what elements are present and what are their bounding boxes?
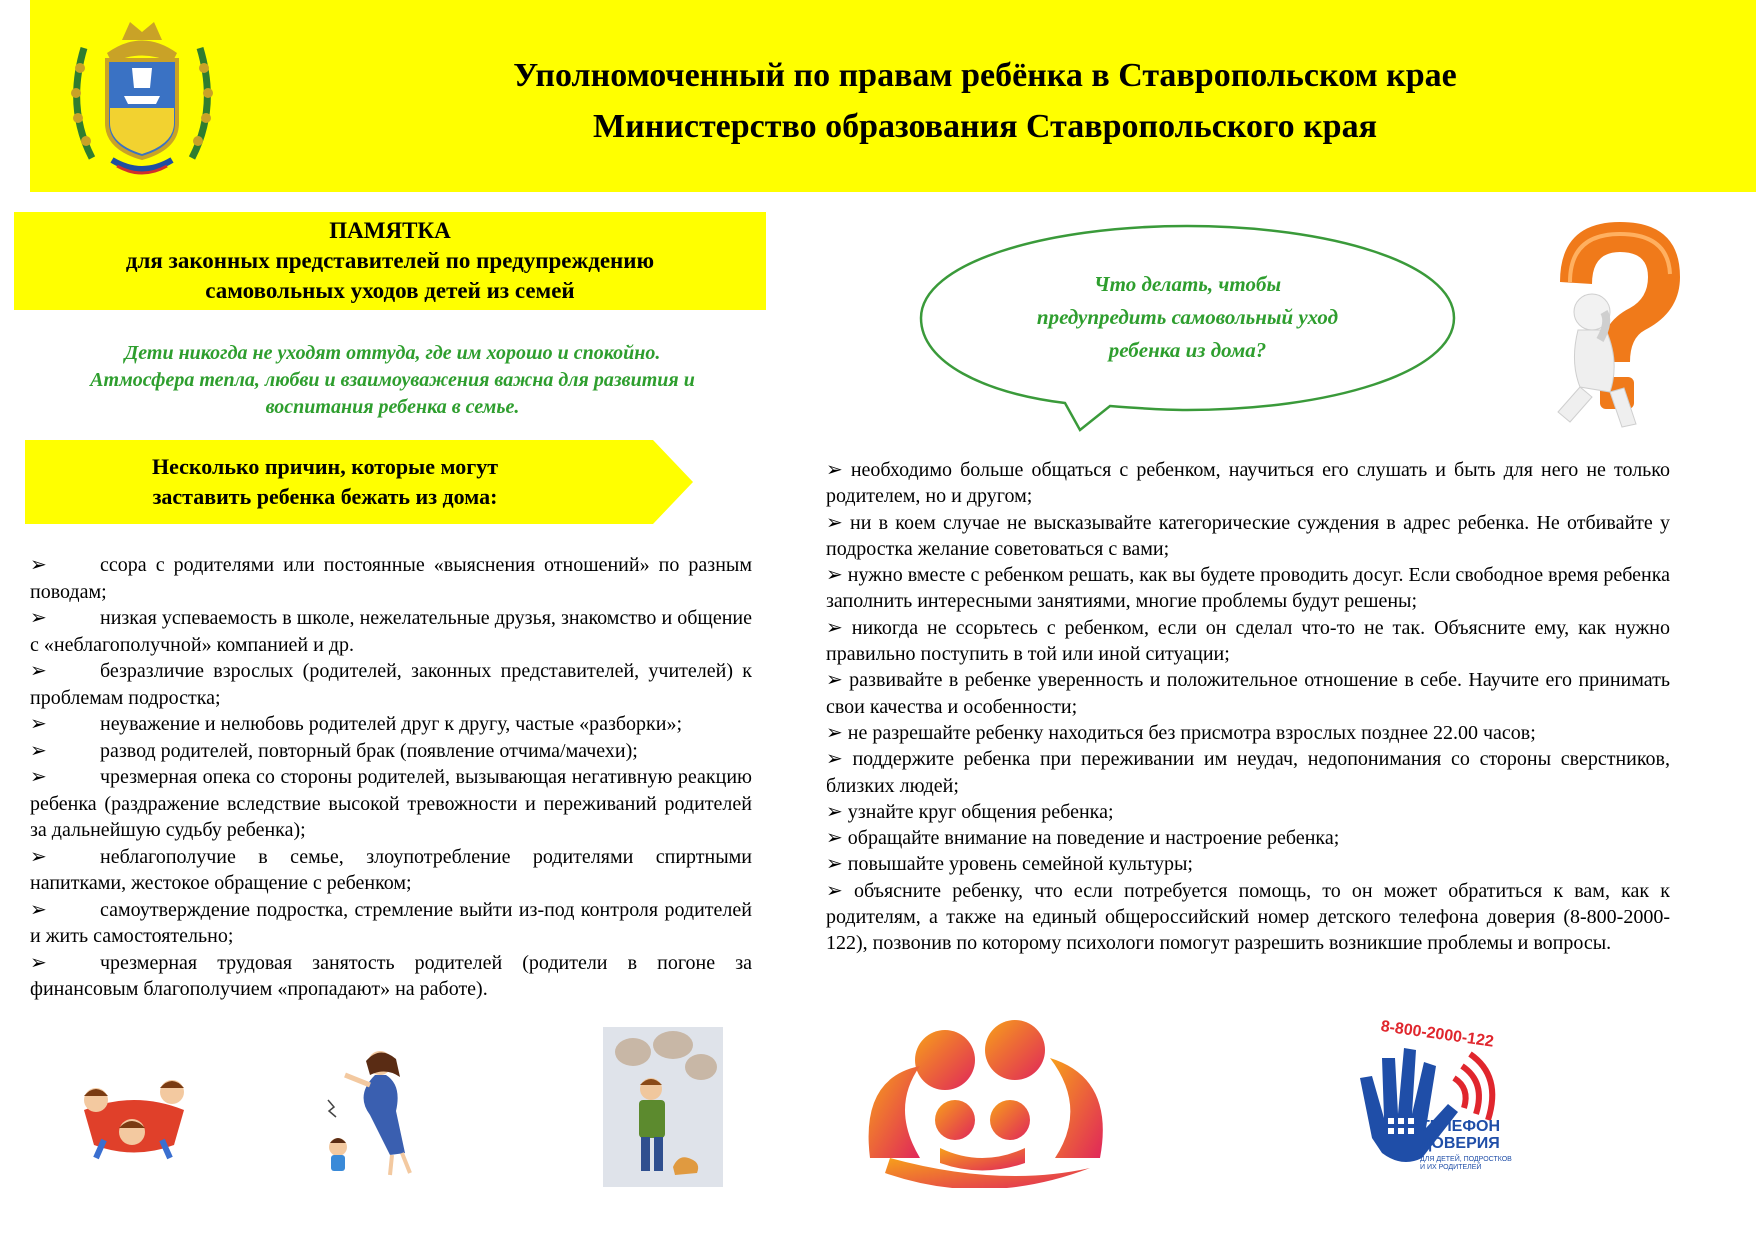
memo-subtitle-line2: самовольных уходов детей из семей <box>205 278 575 303</box>
bullet-arrow-icon: ➢ <box>826 748 843 771</box>
question-mark-figure-icon <box>1530 212 1690 437</box>
header-title-line1: Уполномоченный по правам ребёнка в Ставропольском крае <box>513 57 1457 94</box>
reasons-banner-text <box>65 452 585 512</box>
list-item: ➢ чрезмерная трудовая занятость родителей (родители в погоне за финансовым благополучием «пропадают» на работе). <box>30 951 752 1000</box>
tagline-line1: Дети никогда не уходят оттуда, где им хорошо и спокойно. <box>124 342 661 364</box>
memo-subtitle-line1: для законных представителей по предупреждению <box>125 248 655 273</box>
list-item: ➢ узнайте круг общения ребенка; <box>826 800 1114 823</box>
bullet-arrow-icon: ➢ <box>826 669 843 692</box>
bullet-arrow-icon: ➢ <box>826 721 843 744</box>
list-item: ➢ не разрешайте ребенку находиться без присмотра взрослых позднее 22.00 часов; <box>826 721 1536 744</box>
bullet-arrow-icon: ➢ <box>826 511 843 534</box>
list-item: ➢ необходимо больше общаться с ребенком, научиться его слушать и быть для него не только родителем, но и другом; <box>826 459 1671 508</box>
tagline-line3: воспитания ребенка в семье. <box>265 396 520 418</box>
list-item: ➢ никогда не ссорьтесь с ребенком, если он сделал что-то не так. Объясните ему, как нужно правильно поступить в той или иной ситуации; <box>826 616 1671 666</box>
bubble-line3: ребенка из дома? <box>1108 338 1267 362</box>
bullet-arrow-icon: ➢ <box>826 564 843 587</box>
bullet-arrow-icon: ➢ <box>30 554 47 576</box>
list-item: ➢ ни в коем случае не высказывайте категорические суждения в адрес ребенка. Не отбивайте у подростка желание советоваться с вами; <box>826 511 1670 560</box>
list-item: ➢ обращайте внимание на поведение и настроение ребенка; <box>826 827 1340 850</box>
bullet-arrow-icon: ➢ <box>30 713 47 735</box>
advice-list <box>826 457 1670 957</box>
list-item: ➢ развод родителей, повторный брак (появление отчима/мачехи); <box>30 738 752 765</box>
memo-title-box <box>14 212 766 310</box>
list-item: ➢ неблагополучие в семье, злоупотребление родителями спиртными напитками, жестокое обращение с ребенком; <box>30 845 752 894</box>
list-item: ➢ повышайте уровень семейной культуры; <box>826 853 1193 876</box>
reasons-banner-line1: Несколько причин, которые могут <box>152 454 498 479</box>
bubble-question <box>990 268 1385 367</box>
hotline-name-line2: ДОВЕРИЯ <box>1420 1135 1500 1152</box>
bullet-arrow-icon: ➢ <box>30 739 47 762</box>
bullet-arrow-icon: ➢ <box>826 827 843 850</box>
family-embrace-icon <box>850 1008 1120 1188</box>
bullet-arrow-icon: ➢ <box>826 616 843 639</box>
hotline-logo <box>1352 1018 1522 1178</box>
list-item: ➢ объясните ребенку, что если потребуется помощь, то он может обратиться к вам, как к родителям, а также на единый общероссийский номер детского телефона доверия (8-800-2000-122), позвонив по которому психологи помогут разрешить возникшие проблемы и вопросы. <box>826 879 1671 955</box>
hotline-sub-line2: И ИХ РОДИТЕЛЕЙ <box>1420 1164 1482 1171</box>
bullet-arrow-icon: ➢ <box>30 845 47 868</box>
list-item: ➢ развивайте в ребенке уверенность и положительное отношение в себе. Научите его принимать свои качества и особенности; <box>826 669 1670 718</box>
list-item: ➢ нужно вместе с ребенком решать, как вы будете проводить досуг. Если свободное время ребенка заполнить интересными занятиями, многие проблемы будут решены; <box>826 564 1671 613</box>
tagline <box>20 340 765 421</box>
header-title-line2: Министерство образования Ставропольского края <box>593 108 1377 145</box>
coat-of-arms-icon <box>62 8 222 180</box>
bullet-arrow-icon: ➢ <box>30 607 47 629</box>
header-title <box>260 50 1710 152</box>
list-item: ➢ безразличие взрослых (родителей, законных представителей, учителей) к проблемам подростка; <box>30 660 752 709</box>
tagline-line2: Атмосфера тепла, любви и взаимоуважения важна для развития и <box>90 369 695 391</box>
bullet-arrow-icon: ➢ <box>30 660 47 682</box>
bubble-line2: предупредить самовольный уход <box>1036 305 1339 329</box>
memo-title: ПАМЯТКА <box>329 218 451 243</box>
bullet-arrow-icon: ➢ <box>826 853 843 876</box>
list-item: ➢ неуважение и нелюбовь родителей друг к другу, частые «разборки»; <box>30 711 752 738</box>
reasons-banner-line2: заставить ребенка бежать из дома: <box>152 484 498 509</box>
bullet-arrow-icon: ➢ <box>826 459 843 481</box>
list-item: ➢ поддержите ребенка при переживании им неудач, недопонимания со стороны сверстников, близких людей; <box>826 748 1671 797</box>
header-left-margin <box>0 0 30 192</box>
sad-boy-illustration <box>603 1027 723 1187</box>
list-item: ➢ ссора с родителями или постоянные «выяснения отношений» по разным поводам; <box>30 554 752 603</box>
reasons-list <box>30 552 752 1003</box>
list-item: ➢ низкая успеваемость в школе, нежелательные друзья, знакомство и общение с «неблагополучной» компанией и др. <box>30 607 752 656</box>
bullet-arrow-icon: ➢ <box>826 879 843 902</box>
scolding-parent-illustration <box>320 1045 430 1180</box>
bullet-arrow-icon: ➢ <box>826 800 843 823</box>
hotline-name-line1: ТЕЛЕФОН <box>1420 1118 1500 1135</box>
bullet-arrow-icon: ➢ <box>30 766 47 788</box>
bubble-line1: Что делать, чтобы <box>1093 272 1282 296</box>
list-item: ➢ самоутверждение подростка, стремление выйти из-под контроля родителей и жить самостоятельно; <box>30 898 752 947</box>
hotline-sub-line1: ДЛЯ ДЕТЕЙ, ПОДРОСТКОВ <box>1420 1156 1512 1163</box>
children-group-illustration <box>74 1070 194 1162</box>
header-banner <box>0 0 1756 192</box>
hotline-number: 8-800-2000-122 <box>1379 1018 1495 1051</box>
reasons-banner <box>25 440 693 524</box>
list-item: ➢ чрезмерная опека со стороны родителей, вызывающая негативную реакцию ребенка (раздражение вследствие высокой тревожности и переживаний родителей за дальнейшую судьбу ребенка); <box>30 766 752 841</box>
bullet-arrow-icon: ➢ <box>30 898 47 921</box>
bullet-arrow-icon: ➢ <box>30 951 47 974</box>
